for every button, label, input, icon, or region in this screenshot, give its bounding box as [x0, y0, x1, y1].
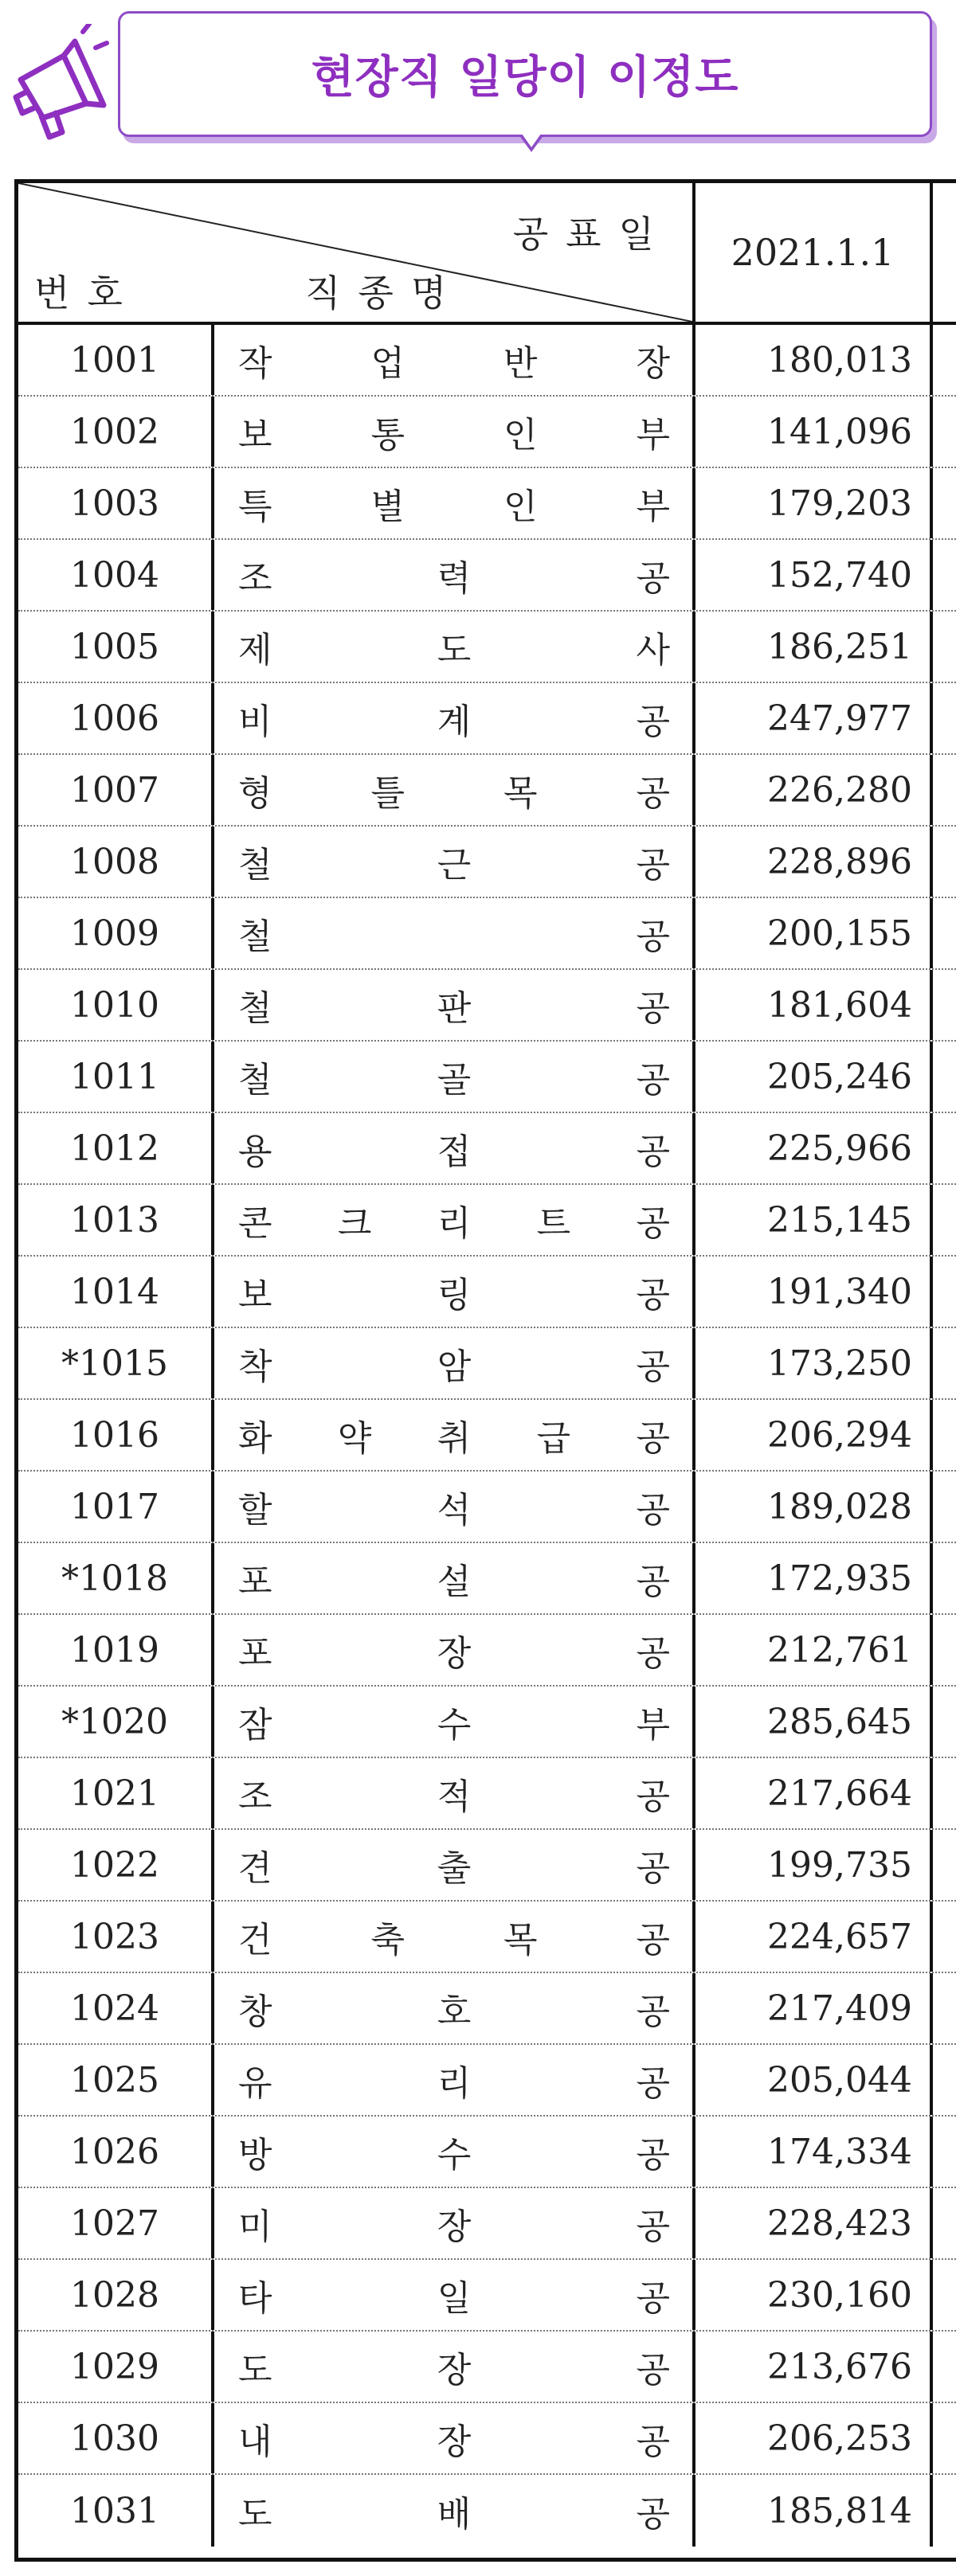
header-date-label: 공표일 [512, 213, 672, 256]
daily-wage: 205,044 [695, 2045, 933, 2115]
job-number: 1019 [18, 1615, 214, 1685]
job-name-char: 콘 [238, 1203, 272, 1244]
job-name [214, 2117, 695, 2187]
job-name-char: 축 [370, 1920, 405, 1960]
job-name-char: 공 [636, 2278, 670, 2319]
table-row [18, 1615, 956, 1687]
job-number: 1004 [18, 540, 214, 610]
job-name-char: 보 [238, 415, 272, 455]
table-row [18, 2045, 956, 2117]
job-name [214, 683, 695, 753]
job-name-char: 공 [636, 1418, 670, 1459]
table-row [18, 2332, 956, 2403]
job-name-char: 도 [437, 630, 472, 670]
job-number: 1030 [18, 2403, 214, 2473]
job-number: 1012 [18, 1113, 214, 1183]
job-name [214, 2045, 695, 2115]
job-number: *1015 [18, 1328, 214, 1398]
job-name-char: 부 [636, 1705, 670, 1745]
job-name-char: 특 [238, 487, 272, 527]
daily-wage: 212,761 [695, 1615, 933, 1685]
table-row [18, 540, 956, 612]
table-row [18, 397, 956, 468]
job-name-char: 유 [238, 2063, 272, 2104]
daily-wage: 173,250 [695, 1328, 933, 1398]
job-name-char: 화 [238, 1418, 272, 1459]
job-name-char: 일 [437, 2278, 472, 2319]
job-name-char: 공 [636, 2422, 670, 2462]
job-name-char: 부 [636, 487, 670, 527]
job-name-char: 조 [238, 558, 272, 599]
job-name-char: 공 [636, 1347, 670, 1387]
job-name-char: 목 [503, 773, 538, 814]
daily-wage: 186,251 [695, 612, 933, 682]
job-name-char: 견 [238, 1848, 272, 1889]
job-name-char: 취 [437, 1418, 472, 1459]
table-row [18, 1758, 956, 1830]
job-name-char: 공 [636, 2350, 670, 2390]
page-title: 현장직 일당이 이정도 [311, 52, 739, 104]
daily-wage: 228,423 [695, 2188, 933, 2258]
job-number: 1003 [18, 468, 214, 538]
job-name-char: 용 [238, 1132, 272, 1172]
job-name [214, 2403, 695, 2473]
job-name-char: 공 [636, 2135, 670, 2175]
daily-wage: 247,977 [695, 683, 933, 753]
table-row [18, 1042, 956, 1113]
job-name-char: 설 [437, 1562, 472, 1602]
table-row [18, 1472, 956, 1543]
job-number: 1031 [18, 2475, 214, 2547]
job-name-char: 작 [238, 343, 272, 384]
daily-wage: 225,966 [695, 1113, 933, 1183]
job-name-char: 도 [238, 2350, 272, 2390]
job-name-char: 비 [238, 702, 272, 742]
daily-wage: 230,160 [695, 2260, 933, 2330]
job-name-char: 공 [636, 1490, 670, 1530]
daily-wage: 205,246 [695, 1042, 933, 1112]
job-number: 1007 [18, 755, 214, 825]
job-number: *1020 [18, 1687, 214, 1757]
job-name-char: 철 [238, 988, 272, 1029]
daily-wage: 226,280 [695, 755, 933, 825]
job-name [214, 827, 695, 897]
title-box [118, 11, 932, 137]
job-name-char: 크 [337, 1203, 372, 1244]
job-name [214, 1042, 695, 1112]
job-name-char: 암 [437, 1347, 472, 1387]
table-row [18, 1902, 956, 1973]
job-name-char: 목 [503, 1920, 538, 1960]
job-name-char: 호 [437, 1992, 472, 2032]
table-row [18, 2475, 956, 2547]
job-name-char: 창 [238, 1992, 272, 2032]
job-name-char: 공 [636, 988, 670, 1029]
job-name-char: 트 [536, 1203, 571, 1244]
job-name-char: 공 [636, 1633, 670, 1674]
job-number: 1023 [18, 1902, 214, 1972]
job-name-char: 공 [636, 1060, 670, 1100]
job-name-char: 부 [636, 415, 670, 455]
job-name [214, 1615, 695, 1685]
job-name-char: 타 [238, 2278, 272, 2319]
job-name [214, 1472, 695, 1542]
job-name-char: 공 [636, 2063, 670, 2104]
daily-wage: 181,604 [695, 970, 933, 1040]
job-name-char: 공 [636, 558, 670, 599]
job-name [214, 1902, 695, 1972]
job-name [214, 397, 695, 467]
daily-wage: 152,740 [695, 540, 933, 610]
job-name [214, 540, 695, 610]
job-name-char: 장 [437, 2422, 472, 2462]
table-row [18, 827, 956, 898]
job-name-char: 장 [437, 1633, 472, 1674]
job-name [214, 1257, 695, 1327]
daily-wage: 206,294 [695, 1400, 933, 1470]
job-name-char: 도 [238, 2494, 272, 2535]
daily-wage: 200,155 [695, 898, 933, 968]
job-name [214, 1185, 695, 1255]
job-name [214, 2260, 695, 2330]
job-name [214, 1328, 695, 1398]
job-name-char: 포 [238, 1633, 272, 1674]
job-name-char: 장 [437, 2350, 472, 2390]
job-name [214, 1113, 695, 1183]
job-name-char: 인 [503, 415, 538, 455]
daily-wage: 217,664 [695, 1758, 933, 1828]
job-name-char: 공 [636, 1848, 670, 1889]
job-name-char: 근 [437, 845, 472, 885]
job-number: 1009 [18, 898, 214, 968]
job-number: 1016 [18, 1400, 214, 1470]
job-number: 1001 [18, 325, 214, 395]
job-name-char: 공 [636, 1777, 670, 1817]
job-name-char: 력 [437, 558, 472, 599]
job-name [214, 468, 695, 538]
job-name-char: 인 [503, 487, 538, 527]
job-name [214, 2332, 695, 2402]
job-name-char: 판 [437, 988, 472, 1029]
megaphone-icon [6, 24, 110, 143]
table-row [18, 468, 956, 540]
job-name-char: 수 [437, 1705, 472, 1745]
job-name-char: 철 [238, 845, 272, 885]
job-name [214, 1400, 695, 1470]
daily-wage: 189,028 [695, 1472, 933, 1542]
job-name-char: 공 [636, 1992, 670, 2032]
job-name-char: 골 [437, 1060, 472, 1100]
job-name-char: 계 [437, 702, 472, 742]
table-row [18, 1328, 956, 1400]
table-row [18, 970, 956, 1042]
job-name-char: 급 [536, 1418, 571, 1459]
job-name [214, 898, 695, 968]
job-name-char: 접 [437, 1132, 472, 1172]
job-name [214, 1543, 695, 1613]
daily-wage: 199,735 [695, 1830, 933, 1900]
job-number: 1011 [18, 1042, 214, 1112]
table-row [18, 1687, 956, 1758]
job-name-char: 적 [437, 1777, 472, 1817]
job-name-char: 장 [437, 2207, 472, 2247]
job-name-char: 형 [238, 773, 272, 814]
table-body [18, 325, 956, 2547]
job-number: 1028 [18, 2260, 214, 2330]
job-number: 1025 [18, 2045, 214, 2115]
job-number: 1021 [18, 1758, 214, 1828]
job-name-char: 착 [238, 1347, 272, 1387]
table-row [18, 1400, 956, 1472]
job-name-char: 공 [636, 917, 670, 957]
job-number: *1018 [18, 1543, 214, 1613]
job-name-char: 제 [238, 630, 272, 670]
table-row [18, 755, 956, 827]
daily-wage: 180,013 [695, 325, 933, 395]
job-name-char: 장 [636, 343, 670, 384]
job-name-char: 링 [437, 1275, 472, 1315]
table-row [18, 1185, 956, 1257]
job-name [214, 1687, 695, 1757]
job-name-char: 리 [437, 1203, 472, 1244]
table-row [18, 1973, 956, 2045]
daily-wage: 213,676 [695, 2332, 933, 2402]
job-name-char: 조 [238, 1777, 272, 1817]
table-row [18, 2117, 956, 2188]
job-number: 1022 [18, 1830, 214, 1900]
job-number: 1005 [18, 612, 214, 682]
daily-wage: 206,253 [695, 2403, 933, 2473]
job-name-char: 틀 [370, 773, 405, 814]
job-name-char: 내 [238, 2422, 272, 2462]
job-name-char: 공 [636, 1132, 670, 1172]
job-number: 1010 [18, 970, 214, 1040]
job-name-char: 철 [238, 1060, 272, 1100]
table-row [18, 683, 956, 755]
header-diagonal-cell [18, 183, 695, 322]
job-name [214, 612, 695, 682]
wage-table [14, 179, 956, 2562]
header-date-value: 2021.1.1 [695, 183, 933, 322]
job-number: 1006 [18, 683, 214, 753]
job-name-char: 약 [337, 1418, 372, 1459]
daily-wage: 217,409 [695, 1973, 933, 2043]
job-name-char: 공 [636, 1562, 670, 1602]
daily-wage: 224,657 [695, 1902, 933, 1972]
table-row [18, 2260, 956, 2332]
job-name-char: 방 [238, 2135, 272, 2175]
job-name-char: 수 [437, 2135, 472, 2175]
job-name-char: 포 [238, 1562, 272, 1602]
job-name-char: 공 [636, 2207, 670, 2247]
daily-wage: 228,896 [695, 827, 933, 897]
daily-wage: 141,096 [695, 397, 933, 467]
daily-wage: 285,645 [695, 1687, 933, 1757]
job-name-char: 미 [238, 2207, 272, 2247]
job-name-char: 사 [636, 630, 670, 670]
daily-wage: 191,340 [695, 1257, 933, 1327]
daily-wage: 172,935 [695, 1543, 933, 1613]
table-row [18, 2403, 956, 2475]
job-number: 1017 [18, 1472, 214, 1542]
job-name [214, 755, 695, 825]
job-name-char: 공 [636, 2494, 670, 2535]
job-number: 1002 [18, 397, 214, 467]
job-name [214, 1758, 695, 1828]
table-row [18, 612, 956, 683]
table-row [18, 325, 956, 397]
job-number: 1024 [18, 1973, 214, 2043]
job-number: 1029 [18, 2332, 214, 2402]
job-name-char: 통 [370, 415, 405, 455]
job-number: 1008 [18, 827, 214, 897]
header-job-label: 직종명 [305, 272, 464, 315]
job-name [214, 2188, 695, 2258]
job-number: 1026 [18, 2117, 214, 2187]
job-number: 1014 [18, 1257, 214, 1327]
job-name-char: 공 [636, 702, 670, 742]
job-name-char: 별 [370, 487, 405, 527]
job-name-char: 보 [238, 1275, 272, 1315]
table-row [18, 1543, 956, 1615]
job-name-char: 배 [437, 2494, 472, 2535]
table-header [18, 183, 956, 325]
job-name-char: 철 [238, 917, 272, 957]
job-name-char: 리 [437, 2063, 472, 2104]
job-name-char: 출 [437, 1848, 472, 1889]
table-row [18, 1830, 956, 1902]
job-name-char: 할 [238, 1490, 272, 1530]
job-name-char: 잠 [238, 1705, 272, 1745]
job-name-char: 업 [370, 343, 405, 384]
job-name-char: 공 [636, 845, 670, 885]
job-name-char: 공 [636, 1920, 670, 1960]
job-number: 1013 [18, 1185, 214, 1255]
daily-wage: 185,814 [695, 2475, 933, 2547]
job-name [214, 325, 695, 395]
table-row [18, 898, 956, 970]
job-name [214, 1973, 695, 2043]
job-number: 1027 [18, 2188, 214, 2258]
job-name-char: 반 [503, 343, 538, 384]
job-name-char: 공 [636, 773, 670, 814]
job-name [214, 1830, 695, 1900]
job-name-char: 건 [238, 1920, 272, 1960]
job-name-char: 공 [636, 1203, 670, 1244]
job-name [214, 2475, 695, 2547]
header-number-label: 번호 [34, 272, 140, 315]
job-name-char: 석 [437, 1490, 472, 1530]
daily-wage: 174,334 [695, 2117, 933, 2187]
job-name [214, 970, 695, 1040]
daily-wage: 179,203 [695, 468, 933, 538]
banner [0, 0, 956, 167]
daily-wage: 215,145 [695, 1185, 933, 1255]
table-row [18, 2188, 956, 2260]
table-row [18, 1113, 956, 1185]
table-row [18, 1257, 956, 1328]
job-name-char: 공 [636, 1275, 670, 1315]
